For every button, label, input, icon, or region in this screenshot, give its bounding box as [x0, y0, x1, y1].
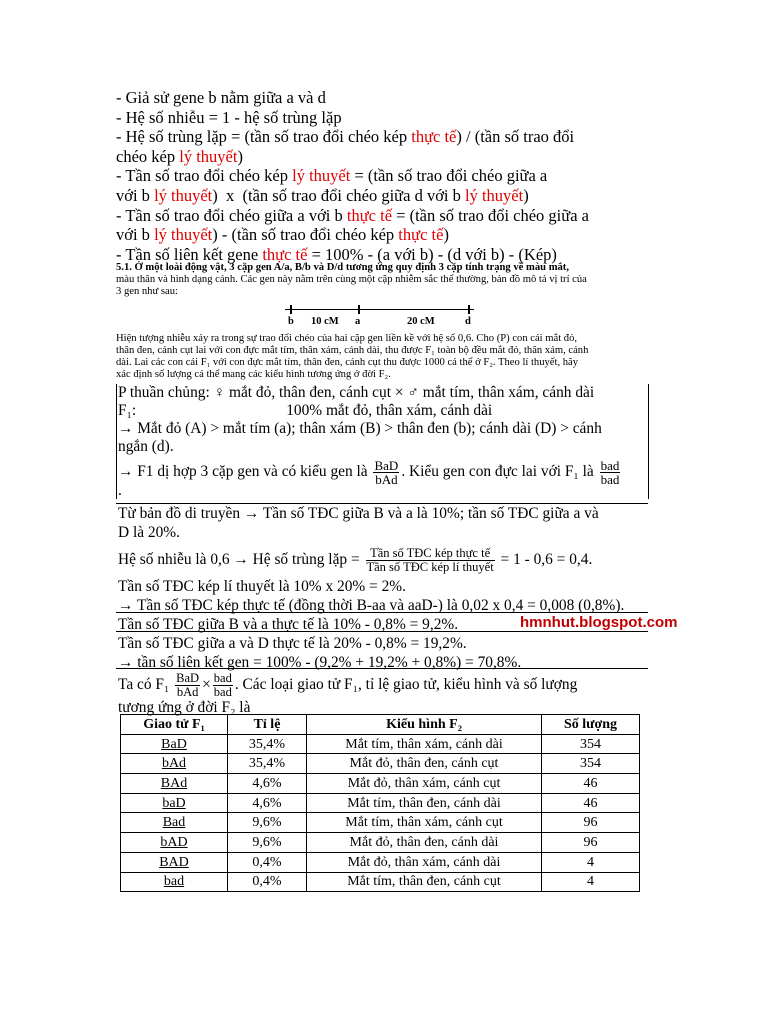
column-header: Kiểu hình F₂	[307, 715, 542, 735]
ratio-cell: 4,6%	[228, 774, 307, 794]
problem-conditions	[116, 333, 650, 381]
table-row	[121, 852, 640, 872]
ratio-cell: 0,4%	[228, 852, 307, 872]
gamete-table	[120, 714, 640, 892]
phenotype-cell: Mắt tím, thân xám, cánh cụt	[307, 813, 542, 833]
divider	[116, 384, 117, 499]
gamete-cell: bAd	[121, 754, 228, 774]
phenotype-cell: Mắt tím, thân xám, cánh dài	[307, 734, 542, 754]
divider	[116, 631, 648, 632]
highlight-text: lý thuyết	[154, 225, 213, 245]
solution-line: .	[118, 482, 122, 499]
column-header: Giao tử F₁	[121, 715, 228, 735]
count-cell: 354	[542, 734, 640, 754]
ratio-cell: 9,6%	[228, 813, 307, 833]
solution-line: → Mắt đỏ (A) > mắt tím (a); thân xám (B) > thân đen (b); cánh dài (D) > cánh	[118, 420, 602, 437]
gamete-cell: baD	[121, 793, 228, 813]
note-line: với b lý thuyết) - (tần số trao đổi chéo kép thực tế)	[116, 225, 449, 245]
solution-line: ngắn (d).	[118, 438, 174, 455]
ratio-cell: 35,4%	[228, 734, 307, 754]
table-row	[121, 793, 640, 813]
table-row	[121, 774, 640, 794]
highlight-text: lý thuyết	[465, 185, 524, 205]
highlight-text: thực tế	[346, 205, 393, 225]
coincidence-fraction: $\frac{\text{Tần số TĐC kép thực tế}}{\text{Tần số TĐC kép lí thuyết}}$	[366, 546, 494, 574]
solution-line: P thuần chủng: ♀ mắt đỏ, thân đen, cánh cụt × ♂ mắt tím, thân xám, cánh dài	[118, 384, 595, 401]
note-line: - Tần số liên kết gene thực tế = 100% - (a với b) - (d với b) - (Kép)	[116, 244, 557, 264]
gamete-cell: Bad	[121, 813, 228, 833]
highlight-text: lý thuyết	[179, 146, 238, 166]
genotype-fraction: $\frac{\text{BaD}}{\text{bAd}}$	[176, 671, 200, 699]
count-cell: 354	[542, 754, 640, 774]
table-header-row	[121, 715, 640, 735]
problem-line: 3 gen như sau:	[116, 286, 178, 297]
problem-line: thân đen, cánh cụt lai với con đực mắt tím, thân xám, cánh dài, thu được F₁ toàn bộ đều mắt đỏ, thân xám, cánh	[116, 345, 589, 356]
table-row	[121, 754, 640, 774]
solution-line: → tần số liên kết gen = 100% - (9,2% + 19,2% + 0,8%) = 70,8%.	[118, 654, 522, 671]
table-row	[121, 872, 640, 892]
solution-line: tương ứng ở đời F₂ là	[118, 699, 251, 716]
solution-line: Tần số TĐC giữa a và D thực tế là 20% - 0,8% = 19,2%.	[118, 635, 467, 652]
count-cell: 96	[542, 813, 640, 833]
solution-line: → F1 dị hợp 3 cặp gen và có kiểu gen là $\frac{\text{BaD}}{\text{bAd}}$ . Kiểu gen con đực lai với F₁ là $\frac{\text{bad}}{\text{bad}}$	[118, 458, 620, 487]
ratio-cell: 35,4%	[228, 754, 307, 774]
note-line: chéo kép lý thuyết)	[116, 146, 243, 166]
map-label-a: a	[355, 316, 361, 327]
blog-watermark: hmnhut.blogspot.com	[520, 614, 678, 631]
count-cell: 4	[542, 852, 640, 872]
divider	[648, 384, 649, 499]
gamete-cell: BAd	[121, 774, 228, 794]
gamete-cell: bAD	[121, 833, 228, 853]
problem-line: dài. Lai các con cái F₁ với con đực mắt tím, thân đen, cánh cụt thu được 1000 cá thể ở F₂. Theo lí thuyết, hãy	[116, 357, 579, 368]
genotype-fraction: $\frac{\text{BaD}}{\text{bAd}}$	[374, 458, 399, 487]
phenotype-cell: Mắt tím, thân đen, cánh cụt	[307, 872, 542, 892]
phenotype-cell: Mắt đỏ, thân xám, cánh cụt	[307, 774, 542, 794]
phenotype-cell: Mắt đỏ, thân đen, cánh dài	[307, 833, 542, 853]
divider	[116, 612, 648, 613]
divider	[116, 668, 648, 669]
problem-line: xác định số lượng cá thể mang các kiểu hình tương ứng ở đời F₂.	[116, 369, 391, 380]
note-line: - Tần số trao đổi chéo giữa a với b thực tế = (tần số trao đổi chéo giữa a	[116, 205, 589, 225]
problem-statement	[116, 262, 650, 298]
solution-line: Từ bản đồ di truyền → Tần số TĐC giữa B và a là 10%; tần số TĐC giữa a và	[118, 505, 599, 522]
gamete-cell: bad	[121, 872, 228, 892]
table-row	[121, 813, 640, 833]
count-cell: 46	[542, 793, 640, 813]
solution-part-2	[118, 504, 653, 672]
solution-line: Tần số TĐC kép lí thuyết là 10% x 20% = 2%.	[118, 578, 406, 595]
problem-line: màu thân và hình dạng cánh. Các gen này nằm trên cùng một cặp nhiễm sắc thể thường, bản đồ mô tả vị trí của	[116, 274, 587, 285]
genotype-fraction: $\frac{\text{bad}}{\text{bad}}$	[213, 671, 232, 699]
solution-line: F₁:	[118, 402, 137, 419]
highlight-text: thực tế	[411, 127, 457, 147]
note-line: - Hệ số trùng lặp = (tần số trao đổi chéo kép thực tế) / (tần số trao đổi	[116, 127, 575, 147]
solution-part-1	[118, 384, 648, 499]
genotype-fraction: $\frac{\text{bad}}{\text{bad}}$	[600, 458, 620, 487]
note-line: - Tần số trao đổi chéo kép lý thuyết = (tần số trao đổi chéo giữa a	[116, 166, 548, 186]
map-distance-2: 20 cM	[407, 316, 435, 327]
phenotype-cell: Mắt tím, thân đen, cánh dài	[307, 793, 542, 813]
count-cell: 46	[542, 774, 640, 794]
notes-block	[116, 88, 656, 264]
highlight-text: thực tế	[262, 244, 308, 264]
highlight-text: thực tế	[398, 225, 444, 245]
solution-line: 100% mắt đỏ, thân xám, cánh dài	[286, 402, 493, 419]
gamete-cell: BaD	[121, 734, 228, 754]
note-line: - Hệ số nhiễu = 1 - hệ số trùng lặp	[116, 107, 342, 127]
map-tick	[468, 305, 470, 314]
map-tick	[358, 305, 360, 314]
note-line: với b lý thuyết) x (tần số trao đổi chéo giữa d với b lý thuyết)	[116, 185, 529, 205]
problem-line: 5.1. Ở một loài động vật, 3 cặp gen A/a, B/b và D/d tương ứng quy định 3 cặp tính trạng về màu mắt,	[116, 262, 569, 273]
ratio-cell: 0,4%	[228, 872, 307, 892]
ratio-cell: 9,6%	[228, 833, 307, 853]
solution-line: Tần số TĐC giữa B và a thực tế là 10% - 0,8% = 9,2%.	[118, 616, 459, 633]
solution-line: Ta có F₁ $\frac{\text{BaD}}{\text{bAd}}$ × $\frac{\text{bad}}{\text{bad}}$ . Các loại giao tử F₁, tỉ lệ giao tử, kiểu hình và số lượng	[118, 671, 578, 699]
map-distance-1: 10 cM	[311, 316, 339, 327]
map-label-b: b	[288, 316, 294, 327]
solution-line: D là 20%.	[118, 524, 180, 541]
column-header: Tỉ lệ	[228, 715, 307, 735]
count-cell: 4	[542, 872, 640, 892]
ratio-cell: 4,6%	[228, 793, 307, 813]
map-label-d: d	[465, 316, 471, 327]
chromosome-line	[285, 309, 474, 310]
solution-line: → Tần số TĐC kép thực tế (đồng thời B-aa và aaD-) là 0,02 x 0,4 = 0,008 (0,8%).	[118, 597, 625, 614]
phenotype-cell: Mắt đỏ, thân xám, cánh dài	[307, 852, 542, 872]
solution-part-3	[118, 672, 648, 717]
table-row	[121, 833, 640, 853]
highlight-text: lý thuyết	[154, 185, 213, 205]
phenotype-cell: Mắt đỏ, thân đen, cánh cụt	[307, 754, 542, 774]
highlight-text: lý thuyết	[292, 166, 351, 186]
gamete-cell: BAD	[121, 852, 228, 872]
gene-map	[285, 302, 471, 330]
count-cell: 96	[542, 833, 640, 853]
table-row	[121, 734, 640, 754]
solution-line: Hệ số nhiễu là 0,6 → Hệ số trùng lặp = $\frac{\text{Tần số TĐC kép thực tế}}{\text{Tần số TĐC kép lí thuyết}}$ = 1 - 0,6 = 0,4.	[118, 546, 593, 574]
note-line: - Giả sử gene b nằm giữa a và d	[116, 88, 326, 107]
map-tick	[290, 305, 292, 314]
column-header: Số lượng	[542, 715, 640, 735]
problem-line: Hiện tượng nhiễu xảy ra trong sự trao đổi chéo của hai cặp gen liền kề với hệ số 0,6. Cho (P) con cái mắt đỏ,	[116, 333, 578, 344]
